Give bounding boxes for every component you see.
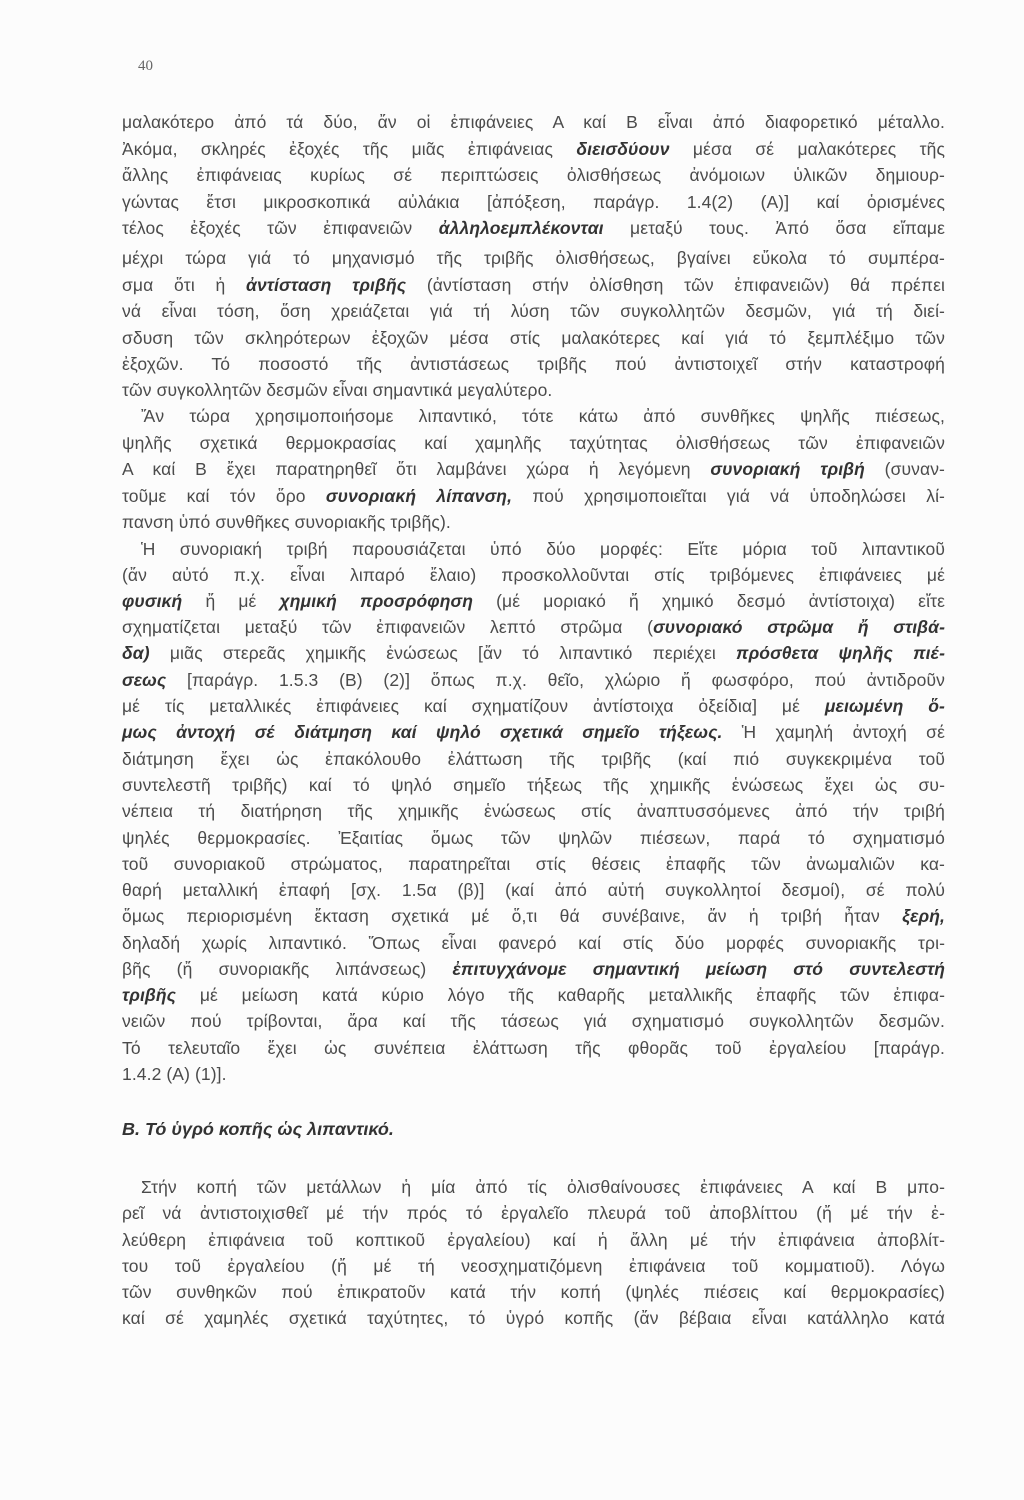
text-run: πού χρησιμοποιεῖται γιά νά ὑποδηλώσει λί- bbox=[512, 486, 945, 506]
text-run: Ἄν τώρα χρησιμοποιήσομε λιπαντικό, τότε κάτω ἀπό συνθῆκες ψηλῆς πιέσεως, bbox=[141, 406, 945, 426]
text-line bbox=[122, 432, 945, 454]
text-line bbox=[141, 405, 945, 427]
text-run: δηλαδή χωρίς λιπαντικό. Ὅπως εἶναι φανερό καί στίς δύο μορφές συνοριακῆς τρι- bbox=[122, 933, 945, 953]
text-run: (ἄν αὐτό π.χ. εἶναι λιπαρό ἔλαιο) προσκολλοῦνται στίς τριβόμενες ἐπιφάνειες μέ bbox=[122, 565, 945, 585]
text-run: ἄλλης ἐπιφάνειας κυρίως σέ περιπτώσεις ὀλισθήσεως ἀνόμοιων ὑλικῶν δημιουρ- bbox=[122, 165, 945, 185]
text-line bbox=[122, 1307, 945, 1329]
text-line bbox=[122, 247, 945, 269]
emphasized-term: φυσική bbox=[122, 591, 183, 611]
text-run: Ἀκόμα, σκληρές ἐξοχές τῆς μιᾶς ἐπιφάνειας bbox=[122, 139, 577, 159]
text-line bbox=[122, 721, 945, 743]
emphasized-term: τριβῆς bbox=[122, 985, 177, 1005]
text-run: Α καί Β ἔχει παρατηρηθεῖ ὅτι λαμβάνει χώρα ἡ λεγόμενη bbox=[122, 459, 711, 479]
text-run: τῶν συνθηκῶν πού ἐπικρατοῦν κατά τήν κοπή (ψηλές πιέσεις καί θερμοκρασίες) bbox=[122, 1282, 945, 1302]
text-line bbox=[122, 274, 945, 296]
emphasized-term: συνοριακό στρῶμα ἤ στιβά- bbox=[653, 617, 945, 637]
text-run: νέπεια τή διατήρηση τῆς χημικῆς ἑνώσεως στίς ἀναπτυσσόμενες ἀπό τήν τριβή bbox=[122, 801, 945, 821]
text-line bbox=[122, 353, 945, 375]
text-line bbox=[122, 1202, 945, 1224]
text-run: μεταξύ τους. Ἀπό ὅσα εἴπαμε bbox=[603, 218, 946, 238]
text-run: νά εἶναι τόση, ὅση χρειάζεται γιά τή λύση τῶν συγκολλητῶν δεσμῶν, γιά τή διεί- bbox=[122, 301, 945, 321]
text-run: τοῦ συνοριακοῦ στρώματος, παρατηρεῖται στίς θέσεις ἐπαφῆς τῶν ἀνωμαλιῶν κα- bbox=[122, 854, 945, 874]
text-run: (μέ μοριακό ἤ χημικό δεσμό ἀντίστοιχα) εἴτε bbox=[473, 591, 945, 611]
text-run: σμα ὅτι ἡ bbox=[122, 275, 247, 295]
text-run: συντελεστῆ τριβῆς) καί τό ψηλό σημεῖο τήξεως τῆς χημικῆς ἑνώσεως ἔχει ὡς συ- bbox=[122, 775, 945, 795]
text-run: τῶν συγκολλητῶν δεσμῶν εἶναι σημαντικά μεγαλύτερο. bbox=[122, 380, 553, 400]
text-line bbox=[122, 138, 945, 160]
text-line bbox=[122, 958, 945, 980]
emphasized-term: συνοριακή λίπανση, bbox=[325, 486, 513, 506]
text-run: ἐξοχῶν. Τό ποσοστό τῆς ἀντιστάσεως τριβῆς πού ἀντιστοιχεῖ στήν καταστροφή bbox=[122, 354, 945, 374]
text-line bbox=[122, 1037, 945, 1059]
emphasized-term: δα) bbox=[122, 643, 150, 663]
text-run: καί σέ χαμηλές σχετικά ταχύτητες, τό ὑγρό κοπῆς (ἄν βέβαια εἶναι κατάλληλο κατά bbox=[122, 1308, 945, 1328]
text-line bbox=[122, 1063, 945, 1085]
text-run: Ἡ συνοριακή τριβή παρουσιάζεται ὑπό δύο μορφές: Εἴτε μόρια τοῦ λιπαντικοῦ bbox=[141, 539, 945, 559]
text-run: θαρή μεταλλική ἐπαφή [σχ. 1.5α (β)] (καί ἀπό αὐτή συγκολλητοί δεσμοί), σέ πολύ bbox=[122, 880, 945, 900]
text-line bbox=[122, 669, 945, 691]
emphasized-term: σεως bbox=[122, 670, 167, 690]
text-run: μέ τίς μεταλλικές ἐπιφάνειες καί σχηματίζουν ἀντίστοιχα ὀξείδια] μέ bbox=[122, 696, 825, 716]
text-line bbox=[122, 616, 945, 638]
text-line bbox=[122, 379, 945, 401]
text-line bbox=[122, 1255, 945, 1277]
emphasized-term: ἀντίσταση τριβῆς bbox=[246, 275, 407, 295]
text-run: μέ μείωση κατά κύριο λόγο τῆς καθαρῆς μεταλλικῆς ἐπαφῆς τῶν ἐπιφα- bbox=[176, 985, 945, 1005]
text-run: (ἀντίσταση στήν ὀλίσθηση τῶν ἐπιφανειῶν) θά πρέπει bbox=[406, 275, 945, 295]
text-line bbox=[122, 485, 945, 507]
text-line bbox=[122, 1229, 945, 1251]
text-run: ρεῖ νά ἀντιστοιχισθεῖ μέ τήν πρός τό ἐργαλεῖο πλευρά τοῦ ἀποβλίττου (ἤ μέ τήν ἐ- bbox=[122, 1203, 945, 1223]
page-number: 40 bbox=[138, 58, 153, 74]
text-run: βῆς (ἤ συνοριακῆς λιπάνσεως) bbox=[122, 959, 453, 979]
text-run: μιᾶς στερεᾶς χημικῆς ἑνώσεως [ἄν τό λιπαντικό περιέχει bbox=[149, 643, 737, 663]
text-line bbox=[122, 695, 945, 717]
text-run: σχηματίζεται μεταξύ τῶν ἐπιφανειῶν λεπτό στρῶμα ( bbox=[122, 617, 654, 637]
text-run: Στήν κοπή τῶν μετάλλων ἡ μία ἀπό τίς ὀλισθαίνουσες ἐπιφάνειες Α καί Β μπο- bbox=[141, 1177, 945, 1197]
text-line bbox=[141, 538, 945, 560]
text-run: Ἡ χαμηλή ἀντοχή σέ bbox=[722, 722, 945, 742]
text-run: ὅμως περιορισμένη ἔκταση σχετικά μέ ὅ,τι θά συνέβαινε, ἄν ἡ τριβή ἦταν bbox=[122, 906, 903, 926]
text-run: μέσα σέ μαλακότερες τῆς bbox=[669, 139, 945, 159]
text-line bbox=[141, 1176, 945, 1198]
emphasized-term: μειωμένη ὅ- bbox=[824, 696, 945, 716]
text-line bbox=[122, 800, 945, 822]
emphasized-term: ἀλληλοεμπλέκονται bbox=[438, 218, 604, 238]
text-line bbox=[122, 853, 945, 875]
text-line bbox=[122, 511, 945, 533]
text-run: διάτμηση ἔχει ὡς ἐπακόλουθο ἐλάττωση τῆς τριβῆς (καί πιό συγκεκριμένα τοῦ bbox=[122, 749, 945, 769]
text-line bbox=[122, 458, 945, 480]
text-line bbox=[122, 300, 945, 322]
text-line bbox=[122, 1010, 945, 1032]
text-line bbox=[122, 984, 945, 1006]
text-run: γώντας ἔτσι μικροσκοπικά αὐλάκια [ἀπόξεση, παράγρ. 1.4(2) (Α)] καί ὁρισμένες bbox=[122, 192, 945, 212]
emphasized-term: ξερή, bbox=[902, 906, 945, 926]
text-run: νειῶν πού τρίβονται, ἄρα καί τῆς τάσεως γιά σχηματισμό συγκολλητῶν δεσμῶν. bbox=[122, 1011, 945, 1031]
text-run: μέχρι τώρα γιά τό μηχανισμό τῆς τριβῆς ὀλισθήσεως, βγαίνει εὔκολα τό συμπέρα- bbox=[122, 248, 945, 268]
emphasized-term: διεισδύουν bbox=[576, 139, 670, 159]
text-run: ψηλῆς σχετικά θερμοκρασίας καί χαμηλῆς ταχύτητας ὀλισθήσεως τῶν ἐπιφανειῶν bbox=[122, 433, 945, 453]
text-line bbox=[122, 217, 945, 239]
text-run: του τοῦ ἐργαλείου (ἤ μέ τή νεοσχηματιζόμενη ἐπιφάνεια τοῦ κομματιοῦ). Λόγω bbox=[122, 1256, 945, 1276]
text-run: τοῦμε καί τόν ὅρο bbox=[122, 486, 326, 506]
text-run: [παράγρ. 1.5.3 (Β) (2)] ὅπως π.χ. θεῖο, χλώριο ἤ φωσφόρο, πού ἀντιδροῦν bbox=[166, 670, 945, 690]
emphasized-term: ἐπιτυγχάνομε σημαντική μείωση στό συντελεστή bbox=[452, 959, 945, 979]
emphasized-term: χημική προσρόφηση bbox=[279, 591, 473, 611]
text-line bbox=[122, 932, 945, 954]
text-line bbox=[122, 111, 945, 133]
emphasized-term: μως ἀντοχή σέ διάτμηση καί ψηλό σχετικά σημεῖο τήξεως. bbox=[122, 722, 723, 742]
text-run: ψηλές θερμοκρασίες. Ἐξαιτίας ὅμως τῶν ψηλῶν πιέσεων, παρά τό σχηματισμό bbox=[122, 828, 945, 848]
text-line bbox=[122, 191, 945, 213]
emphasized-term: πρόσθετα ψηλῆς πιέ- bbox=[736, 643, 946, 663]
text-run: Τό τελευταῖο ἔχει ὡς συνέπεια ἐλάττωση τῆς φθορᾶς τοῦ ἐργαλείου [παράγρ. bbox=[122, 1038, 945, 1058]
text-line bbox=[122, 905, 945, 927]
text-line bbox=[122, 564, 945, 586]
text-line bbox=[122, 327, 945, 349]
text-run: πανση ὑπό συνθῆκες συνοριακῆς τριβῆς). bbox=[122, 512, 451, 532]
text-run: λεύθερη ἐπιφάνεια τοῦ κοπτικοῦ ἐργαλείου) καί ἡ ἄλλη μέ τήν ἐπιφάνεια ἀποβλίτ- bbox=[122, 1230, 945, 1250]
text-line bbox=[122, 642, 945, 664]
text-run: 1.4.2 (Α) (1)]. bbox=[122, 1064, 227, 1084]
text-run: σδυση τῶν σκληρότερων ἐξοχῶν μέσα στίς μαλακότερες καί γιά τό ξεμπλέξιμο τῶν bbox=[122, 328, 945, 348]
text-line bbox=[122, 879, 945, 901]
text-line bbox=[122, 1281, 945, 1303]
text-run: ἤ μέ bbox=[182, 591, 280, 611]
text-line bbox=[122, 590, 945, 612]
text-line bbox=[122, 748, 945, 770]
text-run: (συναν- bbox=[864, 459, 945, 479]
section-heading: Β. Τό ὑγρό κοπῆς ὡς λιπαντικό. bbox=[122, 1119, 394, 1139]
text-run: τέλος ἐξοχές τῶν ἐπιφανειῶν bbox=[122, 218, 439, 238]
text-run: μαλακότερο ἀπό τά δύο, ἄν οἱ ἐπιφάνειες Α καί Β εἶναι ἀπό διαφορετικό μέταλλο. bbox=[122, 112, 945, 132]
emphasized-term: συνοριακή τριβή bbox=[710, 459, 865, 479]
text-line bbox=[122, 164, 945, 186]
text-line bbox=[122, 774, 945, 796]
text-line bbox=[122, 827, 945, 849]
